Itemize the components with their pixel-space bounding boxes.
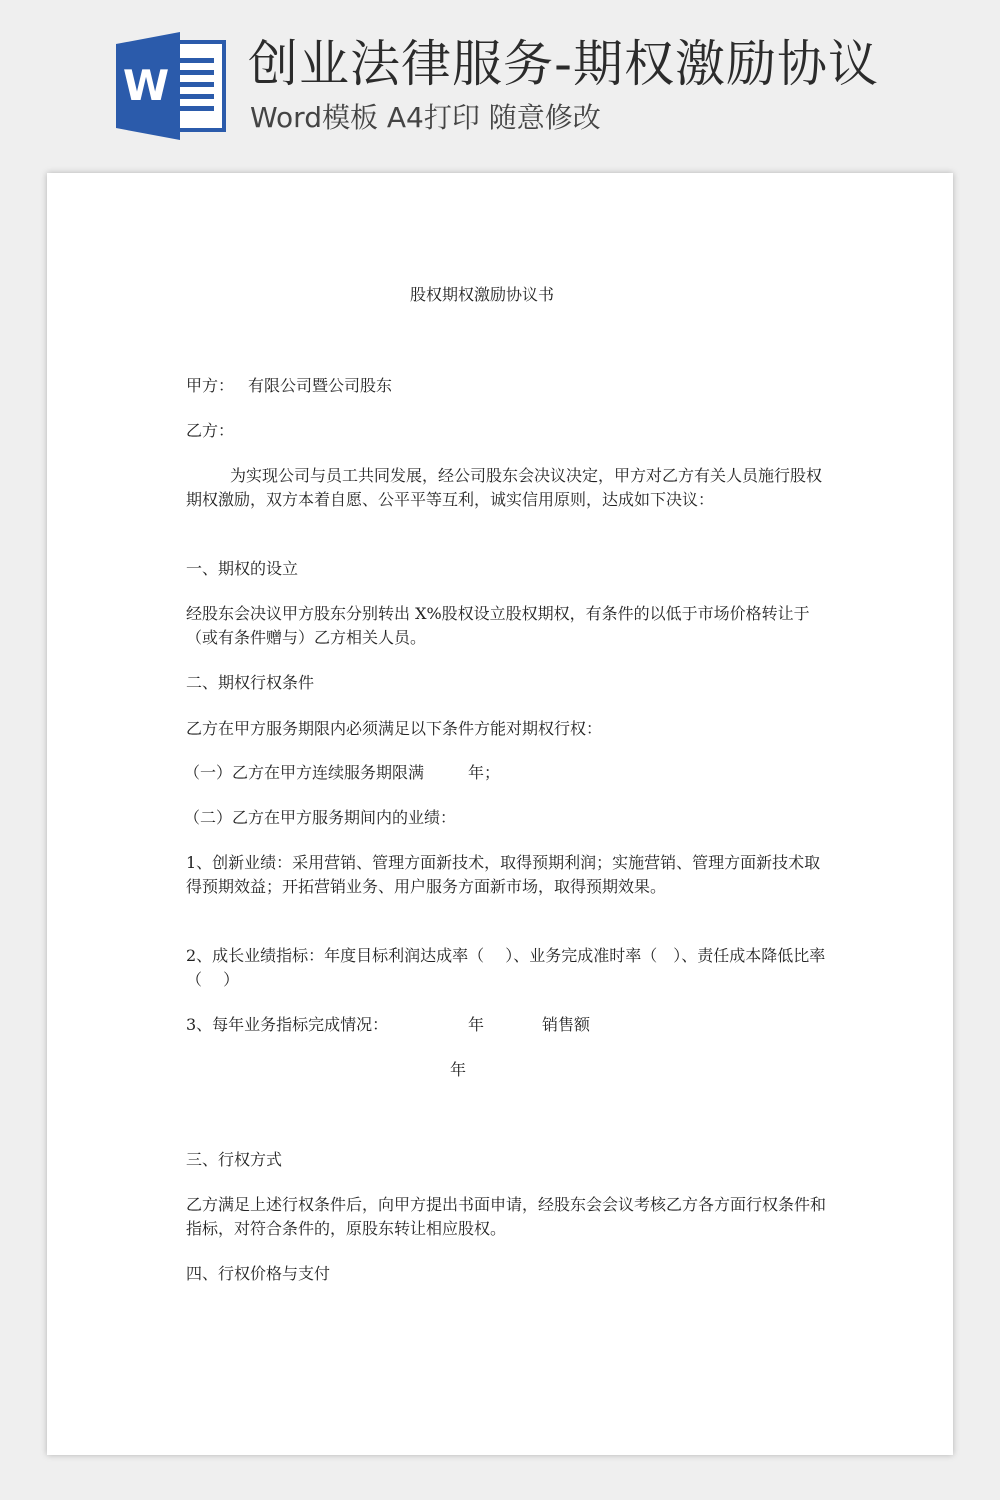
item-1: 1、创新业绩：采用营销、管理方面新技术，取得预期利润；实施营销、管理方面新技术取得预期效益；开拓营销业务、用户服务方面新市场，取得预期效果。	[186, 853, 821, 896]
item-3-year-2: 年	[450, 1060, 467, 1079]
party-b-line: 乙方：	[186, 421, 235, 440]
item-3-sales: 销售额	[542, 1015, 591, 1034]
section-2-heading: 二、期权行权条件	[186, 673, 315, 692]
party-a-value: 有限公司暨公司股东	[248, 376, 393, 395]
item-2: 2、成长业绩指标：年度目标利润达成率（ ）、业务完成准时率（ ）、责任成本降低比率（ ）	[186, 946, 826, 989]
intro-paragraph: 为实现公司与员工共同发展，经公司股东会决议决定，甲方对乙方有关人员施行股权期权激励，双方本着自愿、公平平等互利，诚实信用原则，达成如下决议：	[186, 466, 823, 509]
item-3	[186, 1013, 826, 1037]
section-3-body: 乙方满足上述行权条件后，向甲方提出书面申请，经股东会会议考核乙方各方面行权条件和指标，对符合条件的，原股东转让相应股权。	[186, 1195, 827, 1238]
condition-1	[184, 761, 824, 785]
banner-title: 创业法律服务-期权激励协议	[248, 35, 880, 93]
condition-1-unit: 年；	[468, 763, 501, 782]
section-1-heading: 一、期权的设立	[186, 559, 299, 578]
party-a-line	[186, 374, 826, 398]
item-3-label: 3、每年业务指标完成情况：	[186, 1015, 389, 1034]
section-1-body: 经股东会决议甲方股东分别转出 X%股权设立股权期权，有条件的以低于市场价格转让于（或有条件赠与）乙方相关人员。	[186, 604, 810, 647]
item-3-year: 年	[468, 1015, 485, 1034]
condition-1-text: （一）乙方在甲方连续服务期限满	[184, 763, 425, 782]
word-icon	[116, 30, 226, 142]
party-a-label: 甲方：	[186, 376, 235, 395]
document-title: 股权期权激励协议书	[409, 285, 554, 304]
document-page	[47, 173, 953, 1455]
condition-2: （二）乙方在甲方服务期间内的业绩：	[184, 808, 457, 827]
word-icon-letter: W	[122, 61, 170, 110]
template-banner	[0, 0, 1000, 160]
section-2-body: 乙方在甲方服务期限内必须满足以下条件方能对期权行权：	[186, 719, 603, 738]
section-4-heading: 四、行权价格与支付	[186, 1264, 331, 1283]
section-3-heading: 三、行权方式	[186, 1150, 283, 1169]
banner-subtitle: Word模板 A4打印 随意修改	[250, 101, 601, 134]
